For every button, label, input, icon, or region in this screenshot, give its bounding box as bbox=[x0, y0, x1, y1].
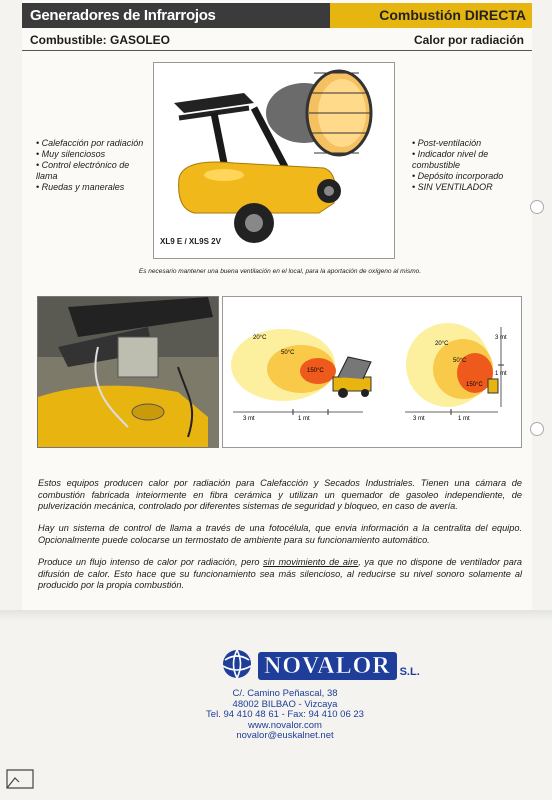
address-line: 48002 BILBAO - Vizcaya bbox=[232, 698, 338, 710]
features-right bbox=[412, 138, 527, 193]
fuel-label: Combustible: GASOLEO bbox=[30, 33, 171, 47]
features-left bbox=[36, 138, 151, 193]
temp-label: 50°C bbox=[453, 358, 467, 364]
company-contact bbox=[190, 689, 380, 742]
feature-item: • Post-ventilación bbox=[412, 138, 527, 149]
mode-label: Calor por radiación bbox=[413, 33, 524, 47]
globe-icon bbox=[220, 648, 254, 680]
temp-label: 20°C bbox=[253, 335, 267, 341]
feature-item: • Muy silenciosos bbox=[36, 149, 151, 160]
temp-label: 150°C bbox=[466, 382, 483, 388]
body-paragraph: Estos equipos producen calor por radiación para Calefacción y Secados Industriales. Tienen una cámara de combustión fabricada inteiormente en fibra cerámica y utilizan un quemador de gasoleo independiente, de pulverización mecánica, controlado por diferentes sistemas de seguridad y bloqueo, en caso de avería. bbox=[38, 478, 522, 511]
email-link[interactable]: novalor@euskalnet.net bbox=[236, 730, 334, 741]
distance-label: 1 mt bbox=[298, 416, 310, 422]
feature-item: • Depósito incorporado bbox=[412, 171, 527, 182]
page-title: Generadores de Infrarrojos bbox=[22, 3, 330, 28]
text-run: , ya que no dispone de ventilador para difusión de calor. Esto hace que su funcionamiento sea más silencioso, al reducirse su nivel sonoro solamente al producido por la propia combustión. bbox=[38, 557, 523, 590]
detail-illustration bbox=[38, 297, 218, 447]
radiation-diagram bbox=[222, 296, 522, 448]
body-paragraph bbox=[38, 557, 522, 592]
height-label: 3 mt bbox=[495, 335, 507, 341]
binder-hole bbox=[530, 200, 544, 214]
header-bar bbox=[22, 3, 532, 28]
page-fold bbox=[0, 610, 552, 620]
detail-photo bbox=[37, 296, 219, 448]
model-label: XL9 E / XL9S 2V bbox=[160, 237, 221, 246]
binder-hole bbox=[530, 422, 544, 436]
temp-label: 50°C bbox=[281, 350, 295, 356]
phone-line: Tel. 94 410 48 61 - Fax: 94 410 06 23 bbox=[206, 709, 364, 720]
page-corner-icon bbox=[5, 768, 35, 790]
emphasis-text: sin movimiento de aire bbox=[263, 557, 359, 567]
heater-illustration bbox=[154, 63, 394, 258]
category-label: Combustión DIRECTA bbox=[330, 3, 532, 28]
temp-label: 20°C bbox=[435, 341, 449, 347]
height-label: 1 mt bbox=[495, 371, 507, 377]
feature-item: • SIN VENTILADOR bbox=[412, 182, 527, 193]
divider bbox=[22, 50, 532, 51]
feature-item: • Ruedas y manerales bbox=[36, 182, 151, 193]
company-logo bbox=[220, 648, 420, 680]
distance-label: 3 mt bbox=[243, 416, 255, 422]
distance-label: 3 mt bbox=[413, 416, 425, 422]
website-link[interactable]: www.novalor.com bbox=[248, 719, 322, 731]
temp-label: 150°C bbox=[307, 368, 324, 374]
distance-label: 1 mt bbox=[458, 416, 470, 422]
subheader bbox=[30, 33, 524, 47]
ventilation-note: Es necesario mantener una buena ventilación en el local, para la aportación de oxígeno al mismo. bbox=[138, 268, 422, 275]
body-paragraph: Hay un sistema de control de llama a través de una fotocélula, que envia información a la centralita del equipo. Opcionalmente puede colocarse un termostato de ambiente para su funcionamiento automático. bbox=[38, 523, 522, 545]
feature-item: • Calefacción por radiación bbox=[36, 138, 151, 149]
radiation-chart bbox=[223, 297, 521, 447]
company-suffix: S.L. bbox=[399, 666, 420, 678]
feature-item: • Indicador nivel de combustible bbox=[412, 149, 527, 171]
heater-photo bbox=[153, 62, 395, 259]
text-run: Produce un flujo intenso de calor por radiación, pero bbox=[38, 557, 264, 567]
company-name: NOVALOR bbox=[258, 652, 397, 680]
address-line: C/. Camino Peñascal, 38 bbox=[232, 688, 338, 699]
feature-item: • Control electrónico de llama bbox=[36, 160, 151, 182]
